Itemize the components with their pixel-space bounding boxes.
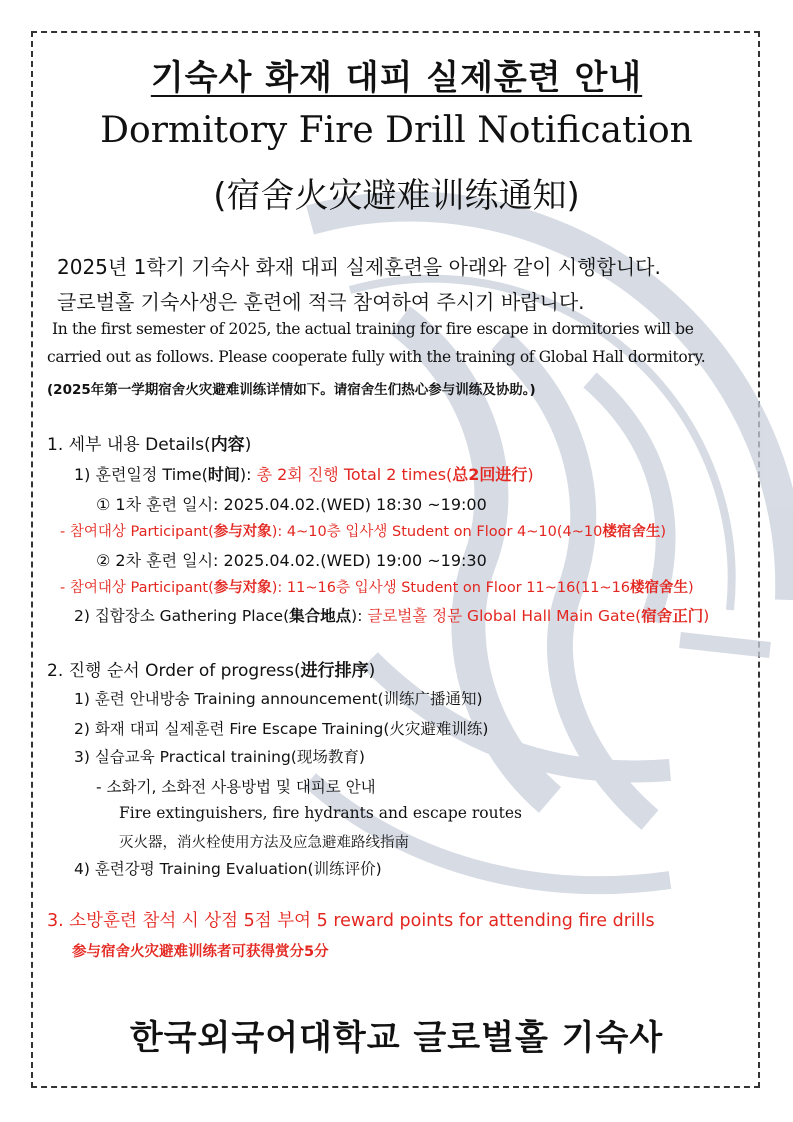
intro-zh-line: (2025年第一学期宿舍火灾避难训练详情如下。请宿舍生们热心参与训练及协助。) bbox=[47, 382, 536, 398]
section2-step1: 1) 훈련 안내방송 Training announcement(训练广播通知) bbox=[74, 690, 483, 708]
section3-reward-zh: 参与宿舍火灾避难训练者可获得赏分5分 bbox=[72, 944, 329, 960]
intro-ko-line1: 2025년 1학기 기숙사 화재 대피 실제훈련을 아래와 같이 시행합니다. bbox=[57, 255, 661, 279]
round1-participants: - 참여대상 Participant(参与对象): 4~10층 입사생 Student on Floor 4~10(4~10楼宿舍生) bbox=[60, 524, 667, 540]
title-english: Dormitory Fire Drill Notification bbox=[100, 110, 693, 151]
title-korean: 기숙사 화재 대피 실제훈련 안내 bbox=[150, 58, 643, 98]
intro-en-line2: carried out as follows. Please cooperate fully with the training of Global Hall dormitory. bbox=[47, 348, 706, 366]
section2-step4: 4) 훈련강평 Training Evaluation(训练评价) bbox=[74, 860, 382, 878]
section2-step3: 3) 실습교육 Practical training(现场教育) bbox=[74, 748, 365, 766]
round2-datetime: ② 2차 훈련 일시: 2025.04.02.(WED) 19:00 ~19:30 bbox=[96, 551, 487, 570]
section2-step2: 2) 화재 대피 실제훈련 Fire Escape Training(火灾避难训练) bbox=[74, 720, 489, 738]
section3-reward: 3. 소방훈련 참석 시 상점 5점 부여 5 reward points for attending fire drills bbox=[47, 911, 655, 931]
round2-participants: - 참여대상 Participant(参与对象): 11~16층 입사생 Student on Floor 11~16(11~16楼宿舍生) bbox=[60, 580, 694, 596]
section2-step3-ko: - 소화기, 소화전 사용방법 및 대피로 안내 bbox=[96, 778, 376, 796]
section2-step3-zh: 灭火器，消火栓使用方法及应急避难路线指南 bbox=[119, 835, 409, 851]
intro-en-line1: In the first semester of 2025, the actual training for fire escape in dormitories will be bbox=[52, 320, 694, 338]
section1-item1: 1) 훈련일정 Time(时间): 총 2회 진행 Total 2 times(总2回进行) bbox=[74, 465, 534, 484]
section1-item2: 2) 집합장소 Gathering Place(集合地点): 글로벌홀 정문 Global Hall Main Gate(宿舍正门) bbox=[74, 607, 710, 625]
section1-heading: 1. 세부 내용 Details(内容) bbox=[47, 435, 252, 455]
section2-heading: 2. 진행 순서 Order of progress(进行排序) bbox=[47, 661, 376, 681]
footer-organization: 한국외국어대학교 글로벌홀 기숙사 bbox=[129, 1018, 664, 1058]
title-chinese: (宿舍火灾避难训练通知) bbox=[213, 176, 580, 216]
intro-ko-line2: 글로벌홀 기숙사생은 훈련에 적극 참여하여 주시기 바랍니다. bbox=[57, 290, 585, 314]
section2-step3-en: Fire extinguishers, fire hydrants and escape routes bbox=[119, 804, 522, 822]
round1-datetime: ① 1차 훈련 일시: 2025.04.02.(WED) 18:30 ~19:00 bbox=[96, 495, 487, 514]
